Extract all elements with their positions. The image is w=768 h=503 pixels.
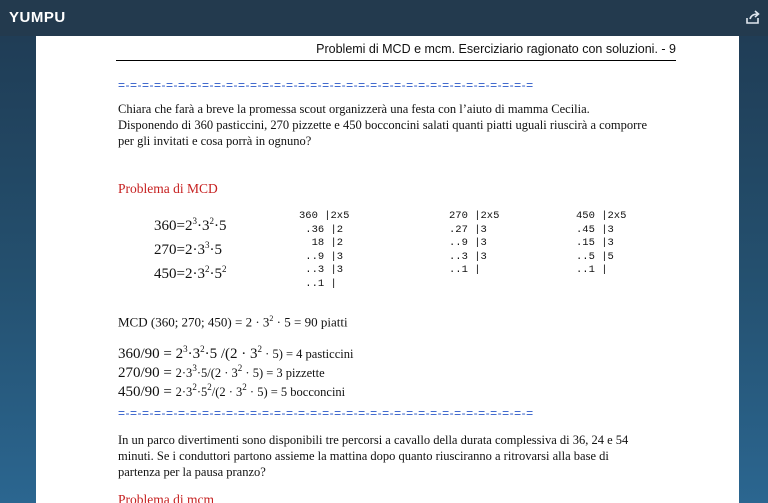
problem1-line: Disponendo di 360 pasticcini, 270 pizzette e 450 bocconcini salati quanti piatti uguali riuscirà a comporre bbox=[118, 118, 648, 132]
problem1-line: Chiara che farà a breve la promessa scout organizzerà una festa con l’aiuto di mamma Cecilia. bbox=[118, 102, 590, 116]
factorization-450: 450 |2x5 .45 |3 .15 |3 ..5 |5 ..1 | bbox=[576, 210, 627, 276]
problem2-line: partenza per la pausa pranzo? bbox=[118, 465, 266, 479]
mcm-title: Problema di mcm bbox=[118, 492, 214, 503]
yumpu-logo[interactable]: YUMPU bbox=[9, 9, 66, 26]
problem1-line: per gli invitati e cosa porrà in ognuno? bbox=[118, 134, 312, 148]
problem2-text bbox=[118, 432, 683, 480]
factorization-360: 360 |2x5 .36 |2 18 |2 ..9 |3 ..3 |3 ..1 | bbox=[299, 210, 350, 290]
equation-450: $450=2\cdot 3^2\cdot 5^2$ bbox=[154, 264, 227, 282]
share-icon[interactable] bbox=[744, 9, 762, 27]
equations-block bbox=[154, 212, 226, 284]
factorization-270: 270 |2x5 .27 |3 ..9 |3 ..3 |3 ..1 | bbox=[449, 210, 500, 276]
problem2-line: minuti. Se i conduttori partono assieme la mattina dopo quanto riusciranno a ritrovarsi alla base di bbox=[118, 449, 609, 463]
problem1-text bbox=[118, 101, 683, 149]
mcd-title: Problema di MCD bbox=[118, 181, 218, 196]
header-rule bbox=[116, 60, 676, 61]
document-page bbox=[36, 36, 739, 503]
top-bar bbox=[0, 0, 768, 36]
problem2-line: In un parco divertimenti sono disponibili tre percorsi a cavallo della durata complessiva di 36, 24 e 54 bbox=[118, 433, 629, 447]
separator-top: =-=-=-=-=-=-=-=-=-=-=-=-=-=-=-=-=-=-=-=-=-=-=-=-=-=-=-=-=-=-=-=-=-=-= bbox=[118, 78, 534, 92]
division-360: $360/90 = 2^3\cdot 3^2\cdot 5$ $/(2 \cdot 3^2 \cdot 5) = 4$ pasticcini bbox=[118, 344, 354, 362]
mcd-result: MCD (360; 270; $450) = 2 \cdot 3^2 \cdot 5 = 90$ piatti bbox=[118, 314, 348, 330]
page-header: Problemi di MCD e mcm. Eserciziario ragionato con soluzioni. - 9 bbox=[316, 42, 676, 56]
equation-360: $360=2^3\cdot 3^2\cdot 5$ bbox=[154, 216, 227, 234]
division-270: $270/90 = 2\cdot 3^3\cdot 5/(2 \cdot 3^2 \cdot 5) = 3$ pizzette bbox=[118, 363, 325, 381]
equation-270: $270=2\cdot 3^3\cdot 5$ bbox=[154, 240, 222, 258]
division-450: $450/90 = 2\cdot 3^2\cdot 5^2/(2 \cdot 3^2 \cdot 5) = 5$ bocconcini bbox=[118, 382, 346, 400]
separator-bottom: =-=-=-=-=-=-=-=-=-=-=-=-=-=-=-=-=-=-=-=-=-=-=-=-=-=-=-=-=-=-=-=-=-=-= bbox=[118, 406, 534, 420]
